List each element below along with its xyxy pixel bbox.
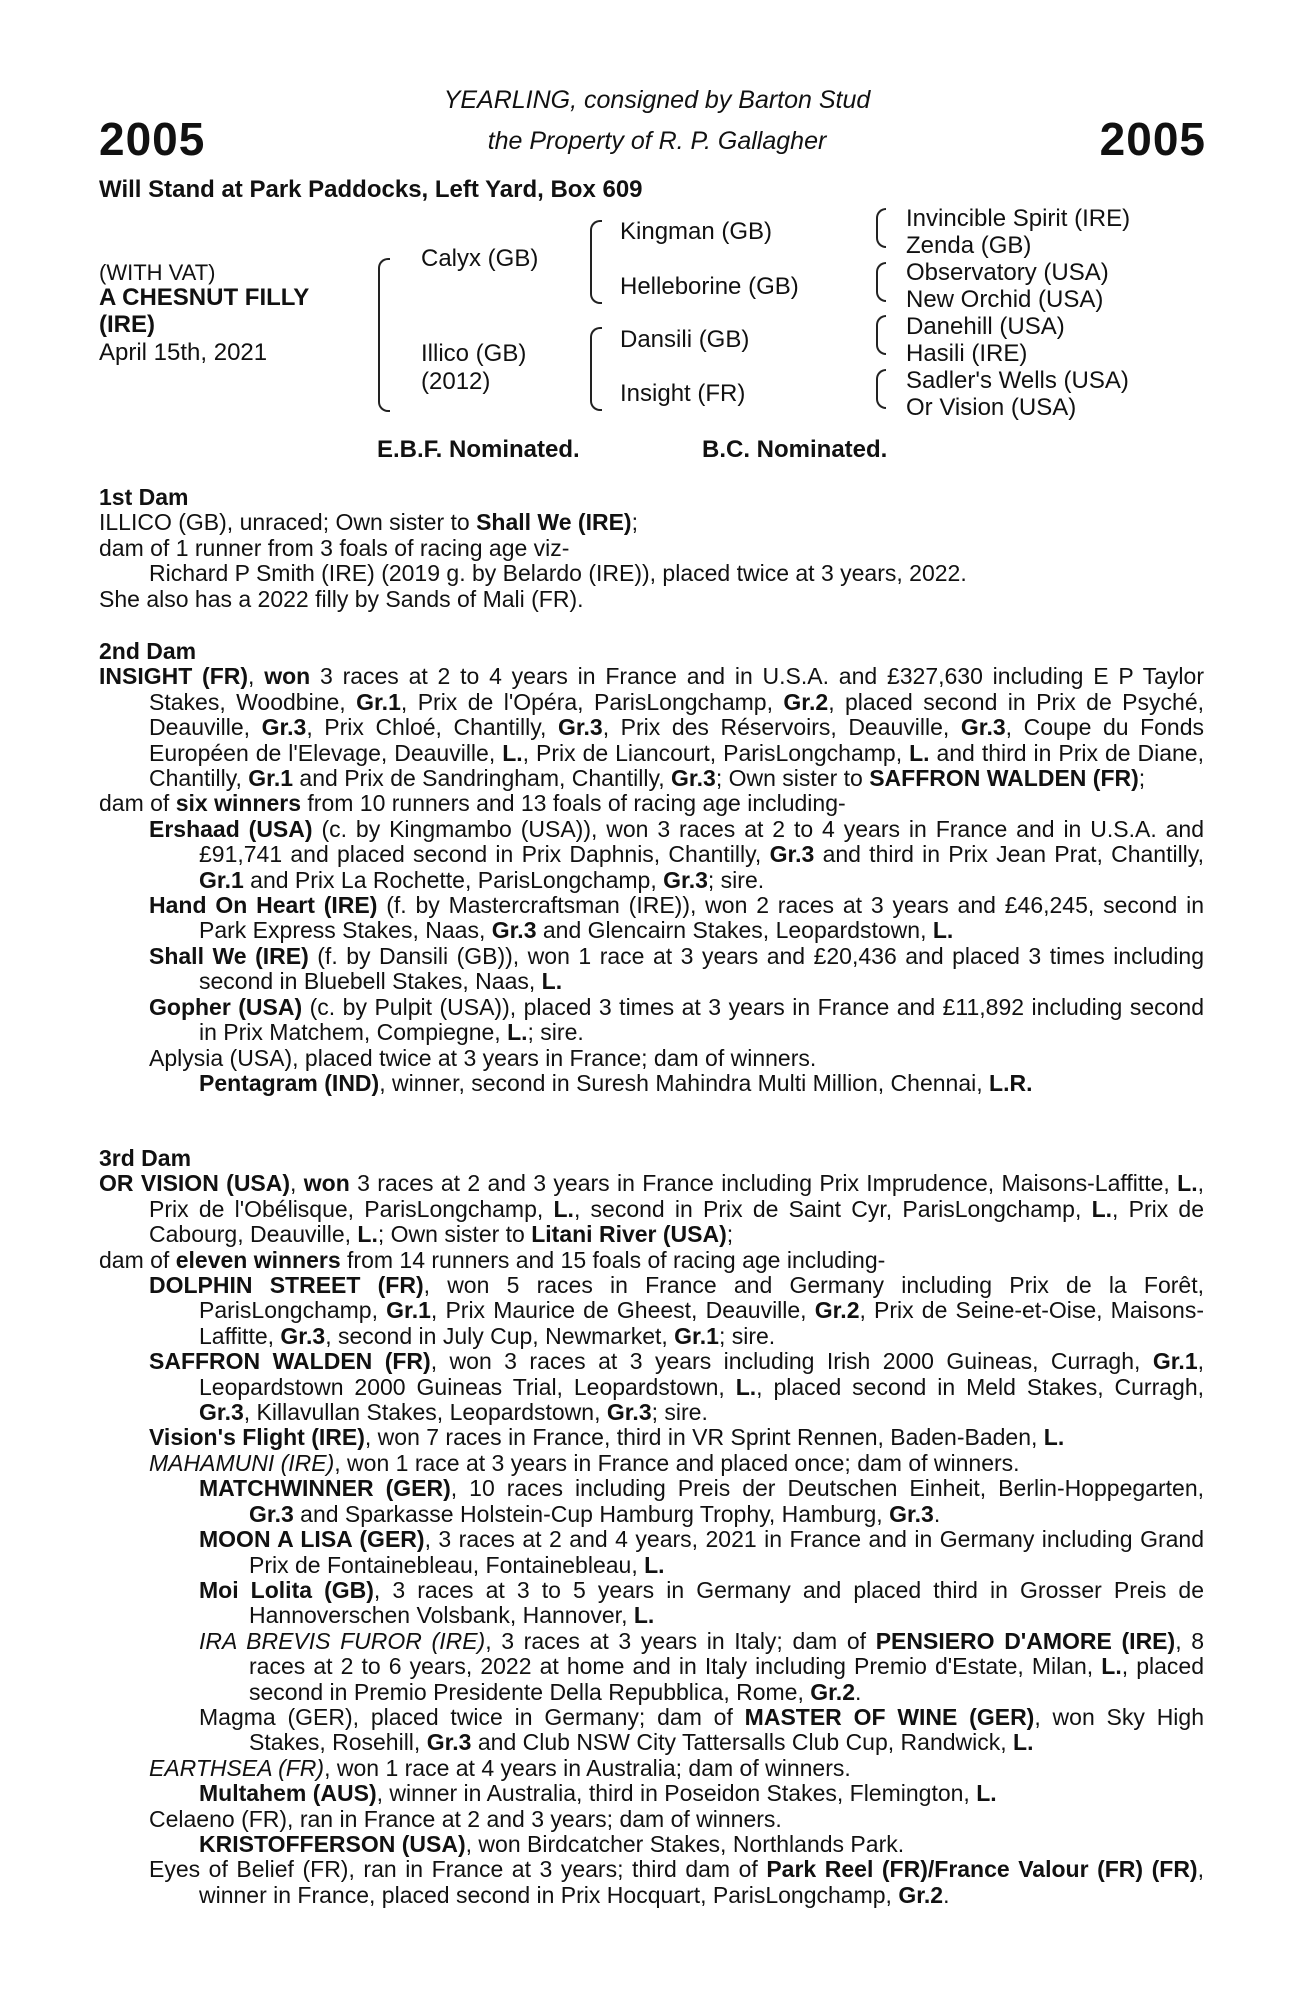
pedigree-ddd: Or Vision (USA) — [906, 394, 1077, 421]
consignment-line1: YEARLING, consigned by Barton Stud — [443, 86, 871, 114]
text-run: (c. by Kingmambo (USA)), won 3 races at 2 to 4 years in France and in U.S.A. and £91,741 and placed second in Prix Daphnis, Chantilly, — [199, 815, 1204, 868]
bold-text-run: MASTER OF WINE (GER) — [744, 1703, 1035, 1730]
first-dam-text: ILLICO (GB), unraced; Own sister to — [99, 509, 477, 536]
pedigree-sire-sire: Kingman (GB) — [620, 218, 773, 245]
text-run: , 3 races at 3 to 5 years in Germany and placed third in Grosser Preis de Hannoverschen Volsbank, Hannover, — [249, 1576, 1204, 1629]
bold-text-run: Gr.3 — [280, 1322, 326, 1349]
bold-text-run: Pentagram (IND) — [199, 1069, 380, 1096]
bold-text-run: Gr.3 — [960, 714, 1006, 741]
lot-number-right: 2005 — [1099, 113, 1206, 165]
bold-text-run: Gr.3 — [249, 1500, 294, 1527]
pedigree-brace-3c — [876, 315, 886, 355]
bold-text-run: Ershaad (USA) — [149, 815, 313, 842]
bold-text-run: SAFFRON WALDEN (FR) — [869, 765, 1139, 792]
bold-text-run: won — [303, 1170, 350, 1197]
text-run: , placed second in Prix de Psyché, Deauville, — [149, 688, 1204, 741]
pedigree-dam-line2: (2012) — [421, 368, 491, 395]
bold-text-run: Gr.3 — [889, 1500, 934, 1527]
bold-text-run: Gr.2 — [898, 1881, 944, 1908]
italic-text-run: EARTHSEA (FR) — [149, 1754, 325, 1781]
text-run: ; sire. — [527, 1019, 584, 1046]
second-dam-produce-item — [99, 995, 1204, 1046]
third-dam-produce-item — [99, 1425, 1204, 1450]
text-run: , won Birdcatcher Stakes, Northlands Park. — [465, 1830, 905, 1857]
text-run: 3 races at 2 to 4 years in France and in U.S.A. and £327,630 including E P Taylor Stakes, Woodbine, — [149, 663, 1204, 715]
bold-text-run: MOON A LISA (GER) — [199, 1526, 425, 1553]
bold-text-run: Gr.3 — [491, 917, 537, 944]
bold-text-run: L. — [507, 1019, 528, 1046]
horse-name-line2: (IRE) — [99, 311, 155, 338]
third-dam-produce-item — [99, 1451, 1204, 1476]
bold-text-run: L. — [735, 1373, 757, 1400]
bold-text-run: SAFFRON WALDEN (FR) — [149, 1348, 431, 1375]
text-run: , — [248, 663, 265, 690]
bold-text-run: L. — [976, 1780, 997, 1807]
pedigree-dam-dam: Insight (FR) — [620, 380, 746, 407]
third-dam-grandproduce-item — [99, 1476, 1204, 1527]
first-dam-sister: Shall We (IRE) — [476, 509, 632, 536]
first-dam-line2: dam of 1 runner from 3 foals of racing age viz- — [99, 534, 570, 561]
text-run: , placed second in Premio Presidente Della Repubblica, Rome, — [249, 1653, 1205, 1705]
pedigree-brace-3b — [876, 262, 886, 302]
text-run: (f. by Mastercraftsman (IRE)), won 2 races at 3 years and £46,245, second in Park Express Stakes, Naas, — [199, 892, 1204, 944]
text-run: , Killavullan Stakes, Leopardstown, — [243, 1399, 607, 1426]
text-run: , 3 races at 3 years in Italy; dam of — [485, 1627, 876, 1654]
bold-text-run: Moi Lolita (GB) — [199, 1576, 374, 1603]
second-dam-produce-item — [99, 944, 1204, 995]
text-run: , won 7 races in France, third in VR Sprint Rennen, Baden-Baden, — [364, 1424, 1044, 1451]
second-dam-heading: 2nd Dam — [99, 638, 197, 664]
bold-text-run: KRISTOFFERSON (USA) — [199, 1830, 466, 1857]
text-run: , Prix de l'Obélisque, ParisLongchamp, — [149, 1170, 1205, 1222]
bold-text-run: L. — [1043, 1424, 1065, 1451]
third-dam-produce-item — [99, 1349, 1204, 1425]
third-dam-section — [99, 1146, 1204, 1908]
bold-text-run: Hand On Heart (IRE) — [149, 892, 378, 919]
text-run: , placed second in Meld Stakes, Curragh, — [756, 1373, 1205, 1400]
bold-text-run: Gr.3 — [671, 765, 716, 792]
text-run: , — [290, 1170, 304, 1197]
pedigree-dds: Sadler's Wells (USA) — [906, 367, 1129, 394]
bold-text-run: L. — [909, 739, 930, 766]
pedigree-ssd: Zenda (GB) — [906, 232, 1032, 259]
bold-text-run: Gr.3 — [261, 714, 307, 741]
third-dam-produce-intro — [99, 1248, 1204, 1273]
third-dam-grandproduce-item — [99, 1705, 1204, 1756]
text-run: , 3 races at 2 and 4 years, 2021 in France and in Germany including Grand Prix de Fontainebleau, Fontainebleau, — [249, 1526, 1204, 1578]
bold-text-run: Multahem (AUS) — [199, 1780, 377, 1807]
bold-text-run: Gr.3 — [557, 714, 603, 741]
text-run: , Prix de Cabourg, Deauville, — [149, 1195, 1205, 1248]
third-dam-produce-item — [99, 1756, 1204, 1781]
text-run: , winner in France, placed second in Prix Hocquart, ParisLongchamp, — [199, 1856, 1204, 1908]
bold-text-run: L. — [357, 1221, 378, 1248]
bold-text-run: Gr.3 — [663, 866, 708, 893]
bold-text-run: INSIGHT (FR) — [99, 663, 249, 690]
text-run: Aplysia (USA), placed twice at 3 years in France; dam of winners. — [149, 1044, 817, 1071]
italic-text-run: MAHAMUNI (IRE) — [149, 1449, 335, 1476]
text-run: and Glencairn Stakes, Leopardstown, — [536, 917, 933, 944]
lot-number-left: 2005 — [99, 113, 206, 165]
bold-text-run: Shall We (IRE) — [149, 942, 309, 969]
third-dam-produce-item — [99, 1273, 1204, 1349]
stand-location: Will Stand at Park Paddocks, Left Yard, Box 609 — [99, 176, 643, 203]
text-run: , won 5 races in France and Germany including Prix de la Forêt, ParisLongchamp, — [199, 1272, 1204, 1324]
third-dam-produce-item — [99, 1857, 1204, 1908]
text-run: . — [855, 1678, 862, 1705]
text-run: Magma (GER), placed twice in Germany; dam of — [199, 1703, 745, 1730]
bold-text-run: won — [264, 663, 311, 690]
pedigree-brace-2a — [590, 220, 602, 304]
second-dam-produce-item — [99, 1046, 1204, 1071]
text-run: , winner, second in Suresh Mahindra Multi Million, Chennai, — [379, 1069, 990, 1096]
bold-text-run: Litani River (USA) — [531, 1221, 727, 1248]
text-run: and third in Prix Jean Prat, Chantilly, — [814, 841, 1204, 868]
pedigree-brace-1 — [378, 258, 390, 412]
second-dam-grandproduce-item — [99, 1071, 1204, 1096]
pedigree-dam-line1: Illico (GB) — [421, 340, 527, 367]
bold-text-run: PENSIERO D'AMORE (IRE) — [875, 1627, 1176, 1654]
second-dam-produce-item — [99, 893, 1204, 944]
bold-text-run: L. — [1013, 1729, 1034, 1756]
bold-text-run: L. — [932, 917, 954, 944]
bold-text-run: Gr.2 — [783, 688, 829, 715]
text-run: , Prix de l'Opéra, ParisLongchamp, — [400, 688, 784, 715]
third-dam-produce-item — [99, 1807, 1204, 1832]
text-run: , 8 races at 2 to 6 years, 2022 at home and in Italy including Premio d'Estate, Milan, — [249, 1627, 1205, 1680]
third-dam-grandproduce-item — [99, 1629, 1204, 1705]
bold-text-run: Gr.1 — [248, 765, 294, 792]
text-run: and Club NSW City Tattersalls Club Cup, Randwick, — [471, 1729, 1014, 1756]
first-dam-line1 — [99, 510, 1204, 535]
pedigree-sss: Invincible Spirit (IRE) — [906, 205, 1131, 232]
bold-text-run: Gopher (USA) — [149, 993, 303, 1020]
pedigree-sds: Observatory (USA) — [906, 259, 1109, 286]
text-run: from 14 runners and 15 foals of racing age including- — [340, 1246, 886, 1273]
bold-text-run: Gr.1 — [199, 866, 244, 893]
text-run: , won 1 race at 4 years in Australia; dam of winners. — [324, 1754, 851, 1781]
pedigree-dsd: Hasili (IRE) — [906, 340, 1028, 367]
pedigree-brace-3a — [876, 208, 886, 248]
text-run: from 10 runners and 13 foals of racing age including- — [301, 790, 846, 817]
text-run: , winner in Australia, third in Poseidon Stakes, Flemington, — [376, 1780, 977, 1807]
text-run: . — [943, 1881, 950, 1908]
first-dam-section — [99, 485, 1204, 612]
text-run: , Coupe du Fonds Européen de l'Elevage, Deauville, — [149, 714, 1205, 766]
bc-nomination: B.C. Nominated. — [702, 436, 888, 463]
text-run: , Prix Chloé, Chantilly, — [306, 714, 558, 741]
pedigree-brace-3d — [876, 369, 886, 409]
bold-text-run: L. — [502, 739, 523, 766]
second-dam-section — [99, 639, 1204, 1096]
second-dam-produce-intro — [99, 791, 1204, 816]
bold-text-run: Gr.3 — [199, 1399, 244, 1426]
text-run: ; sire. — [707, 866, 765, 893]
third-dam-grandproduce-item — [99, 1832, 1204, 1857]
text-run: , second in Prix de Saint Cyr, ParisLongchamp, — [573, 1195, 1092, 1222]
bold-text-run: Gr.3 — [769, 841, 815, 868]
bold-text-run: L.R. — [989, 1069, 1033, 1096]
bold-text-run: OR VISION (USA) — [99, 1170, 291, 1197]
bold-text-run: Gr.2 — [814, 1297, 860, 1324]
text-run: 3 races at 2 and 3 years in France including Prix Imprudence, Maisons-Laffitte, — [349, 1170, 1178, 1197]
foaling-date: April 15th, 2021 — [99, 339, 268, 366]
bold-text-run: L. — [541, 968, 563, 995]
text-run: ; Own sister to — [715, 765, 870, 792]
bold-text-run: Gr.3 — [426, 1729, 472, 1756]
consignment-line2: the Property of R. P. Gallagher — [487, 127, 827, 155]
pedigree-dss: Danehill (USA) — [906, 313, 1065, 340]
third-dam-grandproduce-item — [99, 1527, 1204, 1578]
bold-text-run: MATCHWINNER (GER) — [199, 1475, 451, 1502]
text-run: and Prix La Rochette, ParisLongchamp, — [243, 866, 664, 893]
text-run: ; — [726, 1221, 734, 1248]
bold-text-run: Gr.1 — [1152, 1348, 1198, 1375]
text-run: , won Sky High Stakes, Rosehill, — [249, 1703, 1205, 1756]
third-dam-grandproduce-item — [99, 1578, 1204, 1629]
third-dam-entry — [99, 1171, 1204, 1247]
text-run: , Prix de Liancourt, ParisLongchamp, — [522, 739, 910, 766]
horse-name-line1: A CHESNUT FILLY — [99, 284, 310, 311]
text-run: , 10 races including Preis der Deutschen Einheit, Berlin-Hoppegarten, — [450, 1475, 1204, 1502]
text-run: , second in July Cup, Newmarket, — [325, 1322, 675, 1349]
pedigree-dam-sire: Dansili (GB) — [620, 326, 750, 353]
bold-text-run: L. — [1101, 1653, 1122, 1680]
pedigree-sdd: New Orchid (USA) — [906, 286, 1104, 313]
vat-note: (WITH VAT) — [99, 260, 216, 285]
bold-text-run: L. — [553, 1195, 574, 1222]
text-run: , won 3 races at 3 years including Irish 2000 Guineas, Curragh, — [430, 1348, 1153, 1375]
text-run: Celaeno (FR), ran in France at 2 and 3 years; dam of winners. — [149, 1805, 782, 1832]
text-run: , Prix de Seine-et-Oise, Maisons-Laffitte, — [199, 1297, 1204, 1349]
text-run: dam of — [99, 1246, 176, 1273]
pedigree-sire-dam: Helleborine (GB) — [620, 273, 799, 300]
bold-text-run: Gr.1 — [386, 1297, 431, 1324]
bold-text-run: Gr.3 — [606, 1399, 652, 1426]
bold-text-run: L. — [1091, 1195, 1113, 1222]
bold-text-run: L. — [1177, 1170, 1198, 1197]
text-run: (c. by Pulpit (USA)), placed 3 times at 3 years in France and £11,892 including second in Prix Matchem, Compiegne, — [199, 993, 1204, 1046]
ebf-nomination: E.B.F. Nominated. — [377, 436, 580, 463]
bold-text-run: Vision's Flight (IRE) — [149, 1424, 365, 1451]
text-run: . — [933, 1500, 941, 1527]
text-run: ; — [1138, 765, 1146, 792]
text-run: , Prix des Réservoirs, Deauville, — [602, 714, 961, 741]
bold-text-run: Gr.2 — [810, 1678, 855, 1705]
text-run: and Sparkasse Holstein-Cup Hamburg Trophy, Hamburg, — [293, 1500, 890, 1527]
first-dam-punct: ; — [631, 509, 638, 536]
text-run: , won 1 race at 3 years in France and placed once; dam of winners. — [334, 1449, 1020, 1476]
first-dam-line4: She also has a 2022 filly by Sands of Mali (FR). — [99, 585, 584, 612]
text-run: (f. by Dansili (GB)), won 1 race at 3 years and £20,436 and placed 3 times including second in Bluebell Stakes, Naas, — [199, 942, 1204, 995]
text-run: ; Own sister to — [377, 1221, 532, 1248]
bold-text-run: eleven winners — [175, 1246, 341, 1273]
second-dam-entry — [99, 664, 1204, 791]
second-dam-produce-item — [99, 817, 1204, 893]
third-dam-grandproduce-item — [99, 1781, 1204, 1806]
text-run: , Leopardstown 2000 Guineas Trial, Leopardstown, — [199, 1348, 1205, 1400]
bold-text-run: L. — [644, 1551, 665, 1578]
third-dam-heading: 3rd Dam — [99, 1145, 192, 1171]
pedigree-sire: Calyx (GB) — [421, 245, 539, 272]
bold-text-run: Gr.1 — [356, 688, 401, 715]
text-run: dam of — [99, 790, 176, 817]
italic-text-run: IRA BREVIS FUROR (IRE) — [199, 1627, 486, 1654]
bold-text-run: Gr.1 — [674, 1322, 719, 1349]
text-run: , Prix Maurice de Gheest, Deauville, — [430, 1297, 815, 1324]
pedigree-brace-2b — [590, 327, 602, 411]
text-run: and third in Prix de Diane, Chantilly, — [149, 739, 1204, 792]
text-run: Eyes of Belief (FR), ran in France at 3 years; third dam of — [149, 1856, 767, 1883]
bold-text-run: DOLPHIN STREET (FR) — [149, 1272, 424, 1299]
text-run: ; sire. — [651, 1399, 708, 1426]
first-dam-heading: 1st Dam — [99, 484, 189, 510]
bold-text-run: L. — [633, 1602, 655, 1629]
first-dam-produce: Richard P Smith (IRE) (2019 g. by Belardo (IRE)), placed twice at 3 years, 2022. — [149, 560, 967, 587]
bold-text-run: Park Reel (FR)/France Valour (FR) (FR) — [766, 1856, 1198, 1883]
bold-text-run: six winners — [175, 790, 301, 817]
text-run: ; sire. — [718, 1322, 776, 1349]
text-run: and Prix de Sandringham, Chantilly, — [293, 765, 672, 792]
